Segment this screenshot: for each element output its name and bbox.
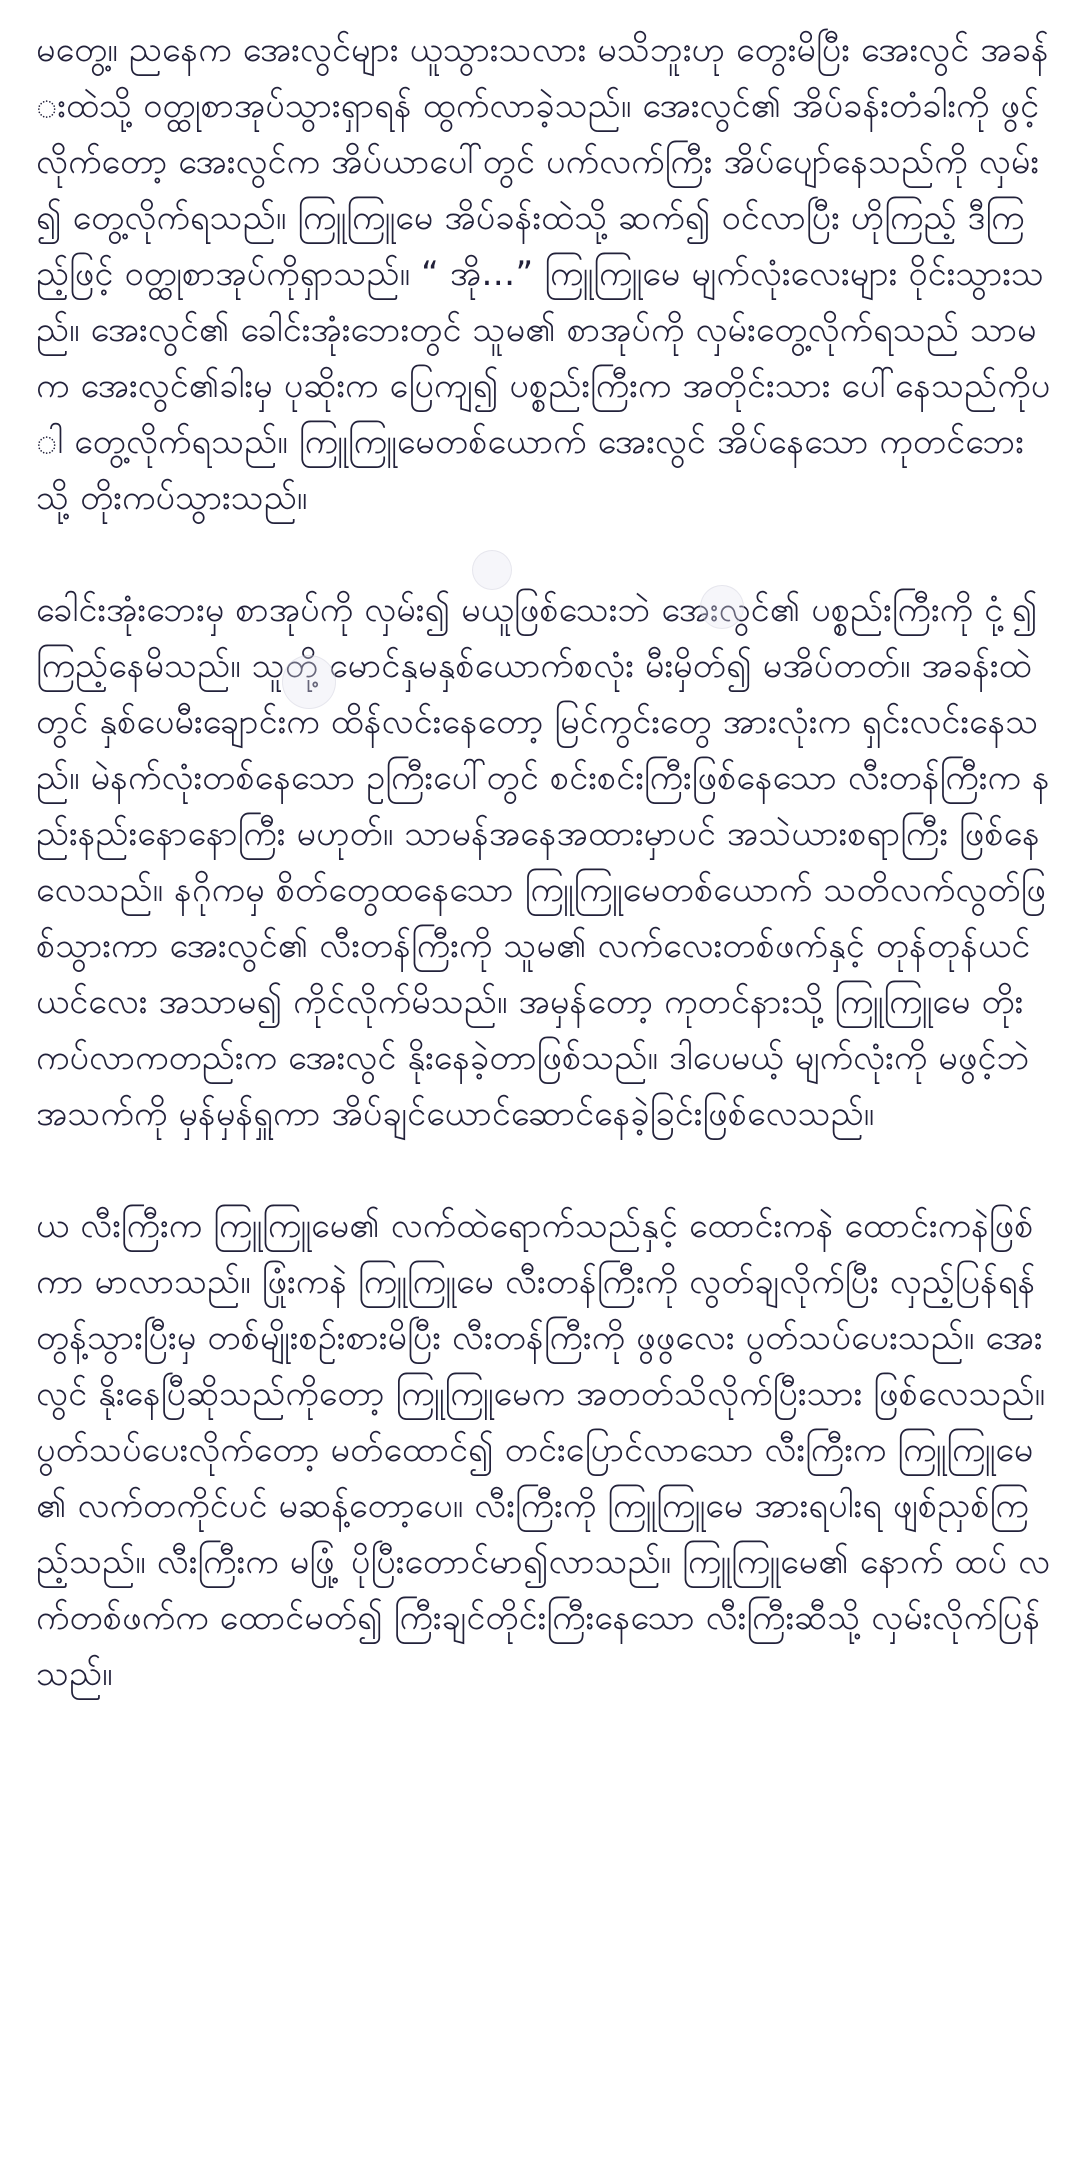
paragraph-1: မတွေ့။ ညနေက အေးလွင်များ ယူသွားသလား မသိဘူးဟု တွေးမိပြီး အေးလွင် အခန်းထဲသို့ ဝတ္ထုစာအုပ်သွားရှာရန် ထွက်လာခဲ့သည်။ အေးလွင်၏ အိပ်ခန်းတံခါးကို ဖွင့်လိုက်တော့ အေးလွင်က အိပ်ယာပေါ်တွင် ပက်လက်ကြီး အိပ်ပျော်နေသည်ကို လှမ်း၍ တွေ့လိုက်ရသည်။ ကြူကြူမေ အိပ်ခန်းထဲသို့ ဆက်၍ ဝင်လာပြီး ဟိုကြည့် ဒီကြည့်ဖြင့် ဝတ္ထုစာအုပ်ကိုရှာသည်။ “ အို…” ကြူကြူမေ မျက်လုံးလေးများ ဝိုင်းသွားသည်။ အေးလွင်၏ ခေါင်းအုံးဘေးတွင် သူမ၏ စာအုပ်ကို လှမ်းတွေ့လိုက်ရသည် သာမက အေးလွင်၏ခါးမှ ပုဆိုးက ပြေကျ၍ ပစ္စည်းကြီးက အတိုင်းသား ပေါ်နေသည်ကိုပါ တွေ့လိုက်ရသည်။ ကြူကြူမေတစ်ယောက် အေးလွင် အိပ်နေသော ကုတင်ဘေးသို့ တိုးကပ်သွားသည်။ <box>36 30 1051 518</box>
paragraph-3: ယ လီးကြီးက ကြူကြူမေ၏ လက်ထဲရောက်သည်နှင့် ထောင်းကနဲ ထောင်းကနဲဖြစ်ကာ မာလာသည်။ ဖြုံးကနဲ ကြူကြူမေ လီးတန်ကြီးကို လွတ်ချလိုက်ပြီး လှည့်ပြန်ရန် တွန့်သွားပြီးမှ တစ်မျိုးစဉ်းစားမိပြီး လီးတန်ကြီးကို ဖွဖွလေး ပွတ်သပ်ပေးသည်။ အေးလွင် နိုးနေပြီဆိုသည်ကိုတော့ ကြူကြူမေက အတတ်သိလိုက်ပြီးသား ဖြစ်လေသည်။ ပွတ်သပ်ပေးလိုက်တော့ မတ်ထောင်၍ တင်းပြောင်လာသော လီးကြီးက ကြူကြူမေ၏ လက်တကိုင်ပင် မဆန့်တော့ပေ။ လီးကြီးကို ကြူကြူမေ အားရပါးရ ဖျစ်ညှစ်ကြည့်သည်။ လီးကြီးက မဖြုံ့ ပိုပြီးတောင်မာ၍လာသည်။ ကြူကြူမေ၏ နောက် ထပ် လက်တစ်ဖက်က ထောင်မတ်၍ ကြီးချင်တိုင်းကြီးနေသော လီးကြီးဆီသို့ လှမ်းလိုက်ပြန်သည်။ <box>36 1206 1051 1694</box>
faint-circle-decoration <box>700 585 744 629</box>
paragraph-2: ခေါင်းအုံးဘေးမှ စာအုပ်ကို လှမ်း၍ မယူဖြစ်သေးဘဲ အေးလွင်၏ ပစ္စည်းကြီးကို ငုံ့၍ ကြည့်နေမိသည်။ သူတို့ မောင်နှမနှစ်ယောက်စလုံး မီးမှိတ်၍ မအိပ်တတ်။ အခန်းထဲတွင် နှစ်ပေမီးချောင်းက ထိန်လင်းနေတော့ မြင်ကွင်းတွေ အားလုံးက ရှင်းလင်းနေသည်။ မဲနက်လုံးတစ်နေသော ဥကြီးပေါ်တွင် စင်းစင်းကြီးဖြစ်နေသော လီးတန်ကြီးက နည်းနည်းနောနောကြီး မဟုတ်။ သာမန်အနေအထားမှာပင် အသဲယားစရာကြီး ဖြစ်နေလေသည်။ နဂိုကမှ စိတ်တွေထနေသော ကြူကြူမေတစ်ယောက် သတိလက်လွတ်ဖြစ်သွားကာ အေးလွင်၏ လီးတန်ကြီးကို သူမ၏ လက်လေးတစ်ဖက်နှင့် တုန်တုန်ယင်ယင်လေး အသာမ၍ ကိုင်လိုက်မိသည်။ အမှန်တော့ ကုတင်နားသို့ ကြူကြူမေ တိုးကပ်လာကတည်းက အေးလွင် နိုးနေခဲ့တာဖြစ်သည်။ ဒါပေမယ့် မျက်လုံးကို မဖွင့်ဘဲ အသက်ကို မှန်မှန်ရှူကာ အိပ်ချင်ယောင်ဆောင်နေခဲ့ခြင်းဖြစ်လေသည်။ <box>36 590 1050 1134</box>
faint-circle-decoration <box>472 550 512 590</box>
faint-circle-decoration <box>282 655 336 709</box>
article-body <box>36 22 1056 1702</box>
